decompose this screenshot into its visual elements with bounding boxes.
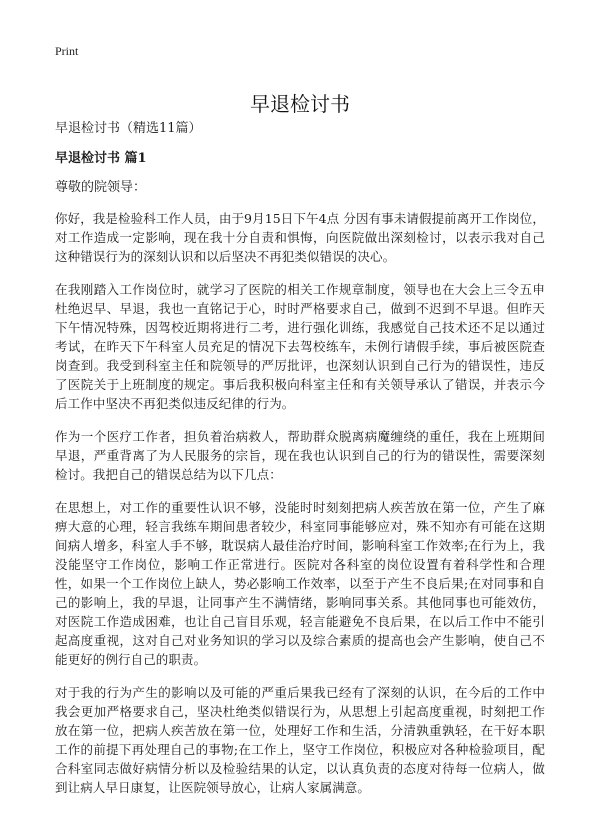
print-link[interactable]: Print bbox=[55, 44, 79, 58]
paragraph-commitment: 对于我的行为产生的影响以及可能的严重后果我已经有了深刻的认识，在今后的工作中我会更加严格要求自己，坚决杜绝类似错误行为，从思想上引起高度重视，时刻把工作放在第一位，把病人疾苦放在第一位，处理好工作和生活，分清孰重孰轻，在干好本职工作的前提下再处理自己的事物;在工作上，坚守工作岗位，积极应对各种检验项目，配合科室同志做好病情分析以及检验结果的认定，以认真负责的态度对待每一位病人，做到让病人早日康复，让医院领导放心，让病人家属满意。 bbox=[55, 685, 545, 795]
paragraph-incident: 在我刚踏入工作岗位时，就学习了医院的相关工作规章制度，领导也在大会上三令五申杜绝迟早、早退，我也一直铭记于心，时时严格要求自己，做到不迟到不早退。但昨天下午情况特殊，因驾校近期将进行二考，进行强化训练，我感觉自己技术还不足以通过考试，在昨天下午科室人员充足的情况下去驾校练车，未例行请假手续，事后被医院查岗查到。我受到科室主任和院领导的严厉批评，也深刻认识到自己行为的错误性，违反了医院关于上班制度的规定。事后我积极向科室主任和有关领导承认了错误，并表示今后工作中坚决不再犯类似违反纪律的行为。 bbox=[55, 282, 545, 411]
salutation: 尊敬的院领导： bbox=[55, 180, 147, 195]
paragraph-analysis: 在思想上，对工作的重要性认识不够，没能时时刻刻把病人疾苦放在第一位，产生了麻痹大意的心理，轻言我练车期间患者较少，科室同事能够应对，殊不知亦有可能在这期间病人增多，科室人手不够，耽误病人最佳治疗时间，影响科室工作效率;在行为上，我没能坚守工作岗位，影响工作正常进行。医院对各科室的岗位设置有着科学性和合理性，如果一个工作岗位上缺人，势必影响工作效率，以至于产生不良后果;在对同事和自己的影响上，我的早退，让同事产生不满情绪，影响同事关系。其他同事也可能效仿，对医院工作造成困难，也让自己盲目乐观，轻言能避免不良后果，在以后工作中不能引起高度重视，这对自己对业务知识的学习以及综合素质的提高也会产生影响，使自己不能更好的例行自己的职责。 bbox=[55, 500, 545, 667]
page-title: 早退检讨书 bbox=[250, 92, 350, 117]
paragraph-reflection: 作为一个医疗工作者，担负着治病救人，帮助群众脱离病魔缠绕的重任，我在上班期间早退，严重背离了为人民服务的宗旨，现在我也认识到自己的行为的错误性，需要深刻检讨。我把自己的错误总结为以下几点： bbox=[55, 429, 545, 482]
section-heading: 早退检讨书 篇1 bbox=[55, 151, 147, 166]
document-subtitle: 早退检讨书（精选11篇） bbox=[55, 121, 202, 136]
paragraph-intro: 你好，我是检验科工作人员，由于9月15日下午4点 分因有事未请假提前离开工作岗位，对工作造成一定影响，现在我十分自责和惧悔，向医院做出深刻检讨，以表示我对自己这种错误行为的深刻认识和以后坚决不再犯类似错误的决心。 bbox=[55, 211, 545, 264]
document-body bbox=[55, 120, 545, 811]
